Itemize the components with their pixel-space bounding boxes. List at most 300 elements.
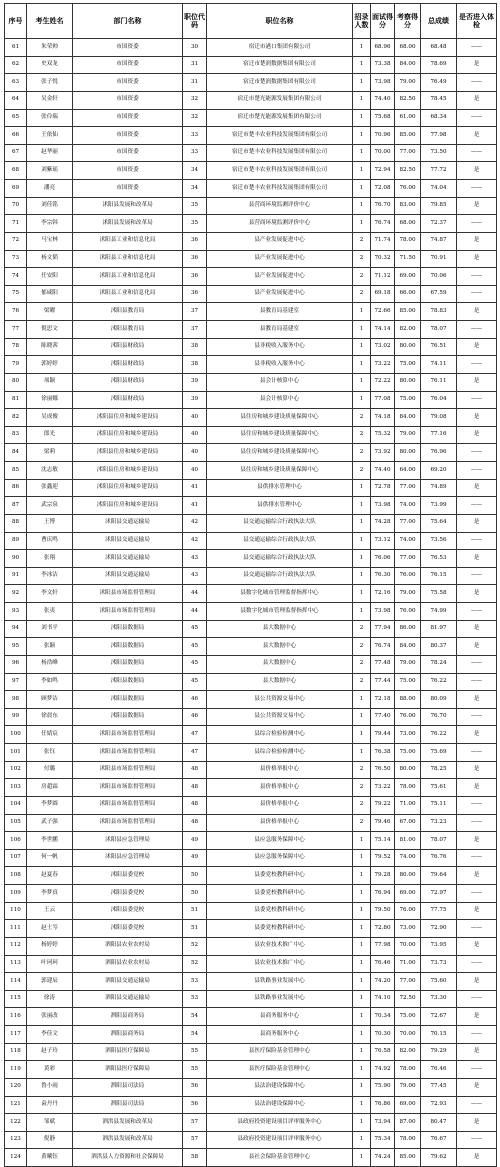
cell-physical-exam: ——: [457, 285, 497, 303]
cell-department: 市国资委: [73, 180, 183, 198]
cell-physical-exam: ——: [457, 920, 497, 938]
table-row: [5, 91, 497, 109]
cell-physical-exam: ——: [457, 321, 497, 339]
cell-interview-score: 79.52: [371, 849, 395, 867]
cell-exam-score: 75.00: [395, 391, 421, 409]
cell-position-name: 县产业发展促进中心: [207, 285, 353, 303]
cell-department: 沭阳县数据局: [73, 673, 183, 691]
cell-quota: 1: [353, 1131, 371, 1149]
cell-physical-exam: ——: [457, 215, 497, 233]
cell-department: 沭阳县数据局: [73, 708, 183, 726]
cell-quota: 2: [353, 426, 371, 444]
cell-position-name: 县农业技术推广中心: [207, 955, 353, 973]
table-row: [5, 708, 497, 726]
cell-exam-score: 88.00: [395, 691, 421, 709]
cell-position-code: 31: [183, 74, 207, 92]
cell-total-score: 78.07: [421, 321, 457, 339]
cell-exam-score: 79.00: [395, 426, 421, 444]
cell-total-score: 72.93: [421, 1096, 457, 1114]
cell-physical-exam: 是: [457, 373, 497, 391]
cell-position-name: 宿迁市港口集团有限公司: [207, 39, 353, 57]
cell-index: 70: [5, 197, 27, 215]
cell-exam-score: 78.00: [395, 779, 421, 797]
cell-total-score: 75.69: [421, 744, 457, 762]
cell-interview-score: 72.78: [371, 479, 395, 497]
table-row: [5, 144, 497, 162]
cell-interview-score: 76.58: [371, 1043, 395, 1061]
header-physical-exam: 是否进入体检: [457, 4, 497, 39]
cell-index: 112: [5, 937, 27, 955]
cell-name: 邹斌: [27, 1114, 73, 1132]
cell-interview-score: 73.92: [371, 444, 395, 462]
table-row: [5, 356, 497, 374]
cell-position-code: 48: [183, 779, 207, 797]
cell-position-code: 57: [183, 1114, 207, 1132]
table-row: [5, 1043, 497, 1061]
cell-position-code: 50: [183, 885, 207, 903]
cell-name: 吴成俊: [27, 409, 73, 427]
cell-position-code: 37: [183, 303, 207, 321]
cell-position-name: 县住房和城乡建设质量保障中心: [207, 462, 353, 480]
cell-total-score: 76.11: [421, 373, 457, 391]
cell-exam-score: 83.00: [395, 197, 421, 215]
cell-interview-score: 70.30: [371, 1026, 395, 1044]
cell-name: 郎光: [27, 426, 73, 444]
cell-total-score: 74.89: [421, 479, 457, 497]
cell-position-name: 县会计核算中心: [207, 373, 353, 391]
cell-index: 78: [5, 338, 27, 356]
cell-quota: 1: [353, 1008, 371, 1026]
cell-index: 71: [5, 215, 27, 233]
cell-exam-score: 77.00: [395, 514, 421, 532]
cell-department: 泗阳县医疗保障局: [73, 1043, 183, 1061]
cell-exam-score: 80.00: [395, 338, 421, 356]
cell-index: 108: [5, 867, 27, 885]
table-row: [5, 1114, 497, 1132]
cell-quota: 1: [353, 1043, 371, 1061]
cell-exam-score: 70.00: [395, 1026, 421, 1044]
cell-position-name: 县营商环境监测评价中心: [207, 215, 353, 233]
cell-physical-exam: ——: [457, 567, 497, 585]
cell-total-score: 79.64: [421, 867, 457, 885]
cell-quota: 2: [353, 638, 371, 656]
cell-exam-score: 64.00: [395, 462, 421, 480]
cell-position-name: 县大数据中心: [207, 673, 353, 691]
cell-position-code: 58: [183, 1149, 207, 1167]
cell-quota: 1: [353, 691, 371, 709]
cell-physical-exam: ——: [457, 1026, 497, 1044]
cell-physical-exam: 是: [457, 91, 497, 109]
cell-name: 张鑫迎: [27, 479, 73, 497]
cell-position-name: 县产业发展促进中心: [207, 232, 353, 250]
cell-quota: 1: [353, 56, 371, 74]
cell-index: 101: [5, 744, 27, 762]
cell-interview-score: 79.28: [371, 867, 395, 885]
cell-index: 68: [5, 162, 27, 180]
cell-name: 黄彩: [27, 1061, 73, 1079]
cell-index: 80: [5, 373, 27, 391]
cell-exam-score: 86.00: [395, 620, 421, 638]
cell-position-name: 县法治建设保障中心: [207, 1078, 353, 1096]
cell-physical-exam: 是: [457, 479, 497, 497]
cell-physical-exam: ——: [457, 391, 497, 409]
cell-index: 75: [5, 285, 27, 303]
cell-total-score: 74.87: [421, 232, 457, 250]
cell-total-score: 79.62: [421, 1149, 457, 1167]
cell-quota: 1: [353, 832, 371, 850]
cell-position-name: 县非税收入服务中心: [207, 356, 353, 374]
cell-total-score: 75.64: [421, 514, 457, 532]
cell-interview-score: 76.50: [371, 761, 395, 779]
table-row: [5, 39, 497, 57]
table-row: [5, 56, 497, 74]
cell-department: 沭阳县数据局: [73, 691, 183, 709]
cell-total-score: 73.99: [421, 497, 457, 515]
cell-position-name: 县产业发展促进中心: [207, 268, 353, 286]
cell-position-code: 32: [183, 109, 207, 127]
cell-exam-score: 85.00: [395, 1149, 421, 1167]
table-row: [5, 691, 497, 709]
cell-name: 项颖: [27, 373, 73, 391]
cell-department: 沭阳县住房和城乡建设局: [73, 409, 183, 427]
cell-interview-score: 74.24: [371, 1149, 395, 1167]
cell-total-score: 78.07: [421, 832, 457, 850]
cell-exam-score: 71.00: [395, 796, 421, 814]
cell-physical-exam: ——: [457, 497, 497, 515]
cell-department: 沭阳县住房和城乡建设局: [73, 426, 183, 444]
cell-interview-score: 70.00: [371, 144, 395, 162]
cell-department: 泗阳县交通运输局: [73, 990, 183, 1008]
cell-position-name: 县价格举报中心: [207, 814, 353, 832]
cell-quota: 1: [353, 920, 371, 938]
cell-position-code: 45: [183, 673, 207, 691]
cell-physical-exam: 是: [457, 550, 497, 568]
table-row: [5, 550, 497, 568]
cell-physical-exam: 是: [457, 56, 497, 74]
cell-index: 98: [5, 691, 27, 709]
cell-name: 张夷: [27, 603, 73, 621]
cell-department: 泗洪县发展和改革局: [73, 1131, 183, 1149]
cell-position-code: 46: [183, 708, 207, 726]
cell-interview-score: 72.66: [371, 303, 395, 321]
cell-position-code: 54: [183, 1026, 207, 1044]
cell-name: 王依仙: [27, 127, 73, 145]
cell-name: 史双龙: [27, 56, 73, 74]
cell-index: 73: [5, 250, 27, 268]
cell-department: 沭阳县委党校: [73, 902, 183, 920]
cell-name: 付璐: [27, 761, 73, 779]
table-row: [5, 1061, 497, 1079]
cell-total-score: 75.58: [421, 585, 457, 603]
cell-position-code: 36: [183, 285, 207, 303]
cell-quota: 1: [353, 391, 371, 409]
cell-department: 沭阳县住房和城乡建设局: [73, 462, 183, 480]
table-row: [5, 444, 497, 462]
cell-interview-score: 76.74: [371, 638, 395, 656]
cell-physical-exam: ——: [457, 444, 497, 462]
cell-position-code: 45: [183, 638, 207, 656]
cell-name: 叶珂珂: [27, 955, 73, 973]
cell-department: 沭阳县工业和信息化局: [73, 250, 183, 268]
cell-interview-score: 73.38: [371, 56, 395, 74]
cell-department: 沭阳县交通运输局: [73, 567, 183, 585]
cell-department: 沭阳县市场监督管理局: [73, 585, 183, 603]
cell-position-code: 41: [183, 497, 207, 515]
cell-position-name: 县委党校教科研中心: [207, 902, 353, 920]
cell-physical-exam: 是: [457, 937, 497, 955]
cell-quota: 1: [353, 127, 371, 145]
cell-department: 沭阳县财政局: [73, 373, 183, 391]
cell-index: 97: [5, 673, 27, 691]
cell-position-name: 宿迁市楚丰农业科技发展集团有限公司: [207, 144, 353, 162]
cell-physical-exam: 是: [457, 620, 497, 638]
cell-quota: 1: [353, 1096, 371, 1114]
cell-total-score: 68.34: [421, 109, 457, 127]
cell-position-name: 宿迁市楚润数据集团有限公司: [207, 74, 353, 92]
cell-physical-exam: 是: [457, 779, 497, 797]
cell-index: 123: [5, 1131, 27, 1149]
cell-exam-score: 78.00: [395, 1131, 421, 1149]
table-row: [5, 532, 497, 550]
cell-exam-score: 82.00: [395, 321, 421, 339]
cell-interview-score: 77.48: [371, 655, 395, 673]
cell-position-code: 42: [183, 514, 207, 532]
cell-physical-exam: 是: [457, 691, 497, 709]
cell-index: 110: [5, 902, 27, 920]
cell-interview-score: 70.32: [371, 250, 395, 268]
cell-physical-exam: 是: [457, 127, 497, 145]
cell-position-code: 40: [183, 409, 207, 427]
cell-physical-exam: 是: [457, 585, 497, 603]
cell-quota: 1: [353, 373, 371, 391]
cell-index: 114: [5, 973, 27, 991]
cell-quota: 2: [353, 620, 371, 638]
cell-quota: 1: [353, 39, 371, 57]
cell-department: 沭阳县交通运输局: [73, 550, 183, 568]
cell-index: 104: [5, 796, 27, 814]
cell-position-name: 县交通运输综合行政执法大队: [207, 532, 353, 550]
cell-department: 沭阳县发展和改革局: [73, 197, 183, 215]
cell-position-name: 县交通运输综合行政执法大队: [207, 567, 353, 585]
cell-exam-score: 69.00: [395, 885, 421, 903]
cell-name: 吴金轩: [27, 91, 73, 109]
cell-position-name: 县政府投资建设项目评审服务中心: [207, 1131, 353, 1149]
cell-total-score: 76.22: [421, 673, 457, 691]
cell-position-name: 县价格举报中心: [207, 796, 353, 814]
cell-physical-exam: 是: [457, 1078, 497, 1096]
cell-physical-exam: 是: [457, 197, 497, 215]
cell-quota: 1: [353, 197, 371, 215]
cell-position-code: 55: [183, 1061, 207, 1079]
cell-exam-score: 76.00: [395, 708, 421, 726]
table-row: [5, 744, 497, 762]
cell-interview-score: 73.98: [371, 74, 395, 92]
cell-position-name: 县教育局基建室: [207, 303, 353, 321]
cell-total-score: 79.08: [421, 409, 457, 427]
table-row: [5, 197, 497, 215]
cell-name: 杨文韬: [27, 250, 73, 268]
cell-quota: 2: [353, 655, 371, 673]
cell-quota: 2: [353, 779, 371, 797]
cell-total-score: 81.97: [421, 620, 457, 638]
cell-name: 倪静: [27, 1131, 73, 1149]
cell-department: 沭阳县委党校: [73, 920, 183, 938]
cell-interview-score: 72.18: [371, 691, 395, 709]
cell-position-name: 县医疗保险基金管理中心: [207, 1043, 353, 1061]
cell-physical-exam: ——: [457, 744, 497, 762]
cell-quota: 1: [353, 1114, 371, 1132]
cell-quota: 1: [353, 937, 371, 955]
cell-quota: 1: [353, 885, 371, 903]
cell-name: 朱荣帅: [27, 39, 73, 57]
cell-exam-score: 66.00: [395, 285, 421, 303]
table-row: [5, 726, 497, 744]
cell-index: 69: [5, 180, 27, 198]
cell-department: 沭阳县应急管理局: [73, 849, 183, 867]
cell-name: 郭建辰: [27, 973, 73, 991]
cell-department: 泗阳县商务局: [73, 1008, 183, 1026]
cell-position-name: 县大数据中心: [207, 620, 353, 638]
cell-quota: 1: [353, 479, 371, 497]
cell-position-name: 县交通运输综合行政执法大队: [207, 514, 353, 532]
cell-position-code: 39: [183, 373, 207, 391]
cell-index: 106: [5, 832, 27, 850]
cell-exam-score: 77.00: [395, 973, 421, 991]
cell-position-name: 县农业技术推广中心: [207, 937, 353, 955]
cell-index: 115: [5, 990, 27, 1008]
table-row: [5, 338, 497, 356]
cell-position-name: 县委党校教科研中心: [207, 867, 353, 885]
cell-name: 李宗韩: [27, 215, 73, 233]
cell-interview-score: 76.86: [371, 1096, 395, 1114]
table-row: [5, 303, 497, 321]
table-row: [5, 180, 497, 198]
cell-interview-score: 74.20: [371, 973, 395, 991]
cell-position-code: 49: [183, 849, 207, 867]
cell-department: 沭阳县委党校: [73, 867, 183, 885]
cell-name: 倪思文: [27, 321, 73, 339]
cell-department: 沭阳县交通运输局: [73, 514, 183, 532]
cell-position-code: 40: [183, 444, 207, 462]
cell-quota: 1: [353, 1149, 371, 1167]
cell-index: 65: [5, 109, 27, 127]
cell-exam-score: 81.00: [395, 832, 421, 850]
cell-name: 赵华丽: [27, 144, 73, 162]
cell-quota: 1: [353, 303, 371, 321]
cell-name: 沈志敏: [27, 462, 73, 480]
cell-position-code: 52: [183, 937, 207, 955]
table-row: [5, 585, 497, 603]
cell-quota: 1: [353, 585, 371, 603]
cell-quota: 1: [353, 144, 371, 162]
header-name: 考生姓名: [27, 4, 73, 39]
cell-physical-exam: 是: [457, 726, 497, 744]
cell-interview-score: 77.94: [371, 620, 395, 638]
cell-position-code: 47: [183, 744, 207, 762]
table-row: [5, 162, 497, 180]
cell-total-score: 80.47: [421, 1114, 457, 1132]
cell-interview-score: 73.12: [371, 532, 395, 550]
cell-exam-score: 80.00: [395, 373, 421, 391]
cell-department: 沭阳县教育局: [73, 321, 183, 339]
cell-total-score: 77.72: [421, 162, 457, 180]
cell-quota: 2: [353, 232, 371, 250]
table-row: [5, 391, 497, 409]
cell-total-score: 72.67: [421, 1008, 457, 1026]
cell-physical-exam: ——: [457, 532, 497, 550]
cell-exam-score: 67.00: [395, 814, 421, 832]
table-row: [5, 849, 497, 867]
cell-physical-exam: 是: [457, 514, 497, 532]
cell-exam-score: 75.00: [395, 673, 421, 691]
cell-position-code: 35: [183, 215, 207, 233]
table-row: [5, 497, 497, 515]
cell-quota: 1: [353, 603, 371, 621]
cell-exam-score: 74.00: [395, 532, 421, 550]
cell-position-name: 县价格举报中心: [207, 761, 353, 779]
cell-position-name: 县住房和城乡建设质量保障中心: [207, 444, 353, 462]
cell-index: 116: [5, 1008, 27, 1026]
cell-physical-exam: ——: [457, 655, 497, 673]
cell-department: 市国资委: [73, 56, 183, 74]
cell-index: 103: [5, 779, 27, 797]
table-row: [5, 1149, 497, 1167]
table-row: [5, 655, 497, 673]
cell-index: 99: [5, 708, 27, 726]
cell-position-code: 33: [183, 144, 207, 162]
cell-position-code: 39: [183, 391, 207, 409]
cell-name: 李如鸣: [27, 673, 73, 691]
cell-department: 沭阳县住房和城乡建设局: [73, 479, 183, 497]
cell-quota: 2: [353, 673, 371, 691]
cell-department: 沭阳县市场监督管理局: [73, 603, 183, 621]
cell-exam-score: 69.00: [395, 1096, 421, 1114]
cell-interview-score: 72.80: [371, 920, 395, 938]
table-row: [5, 514, 497, 532]
cell-interview-score: 72.22: [371, 373, 395, 391]
cell-exam-score: 84.00: [395, 638, 421, 656]
cell-total-score: 73.30: [421, 990, 457, 1008]
cell-department: 市国资委: [73, 74, 183, 92]
cell-total-score: 76.46: [421, 1061, 457, 1079]
cell-department: 沭阳县工业和信息化局: [73, 232, 183, 250]
cell-interview-score: 74.14: [371, 321, 395, 339]
cell-interview-score: 79.44: [371, 726, 395, 744]
cell-name: 杨浩峰: [27, 655, 73, 673]
cell-quota: 2: [353, 761, 371, 779]
table-row: [5, 796, 497, 814]
cell-position-code: 38: [183, 338, 207, 356]
cell-quota: 1: [353, 321, 371, 339]
cell-position-code: 50: [183, 867, 207, 885]
cell-quota: 1: [353, 180, 371, 198]
cell-total-score: 68.48: [421, 39, 457, 57]
table-row: [5, 268, 497, 286]
cell-department: 沭阳县市场监督管理局: [73, 779, 183, 797]
cell-exam-score: 77.00: [395, 479, 421, 497]
table-body: [5, 39, 497, 1167]
cell-department: 沭阳县市场监督管理局: [73, 744, 183, 762]
cell-position-code: 43: [183, 550, 207, 568]
table-row: [5, 232, 497, 250]
cell-position-code: 44: [183, 585, 207, 603]
table-row: [5, 779, 497, 797]
cell-name: 李梦真: [27, 885, 73, 903]
cell-physical-exam: 是: [457, 638, 497, 656]
table-row: [5, 832, 497, 850]
cell-physical-exam: 是: [457, 426, 497, 444]
cell-total-score: 67.59: [421, 285, 457, 303]
